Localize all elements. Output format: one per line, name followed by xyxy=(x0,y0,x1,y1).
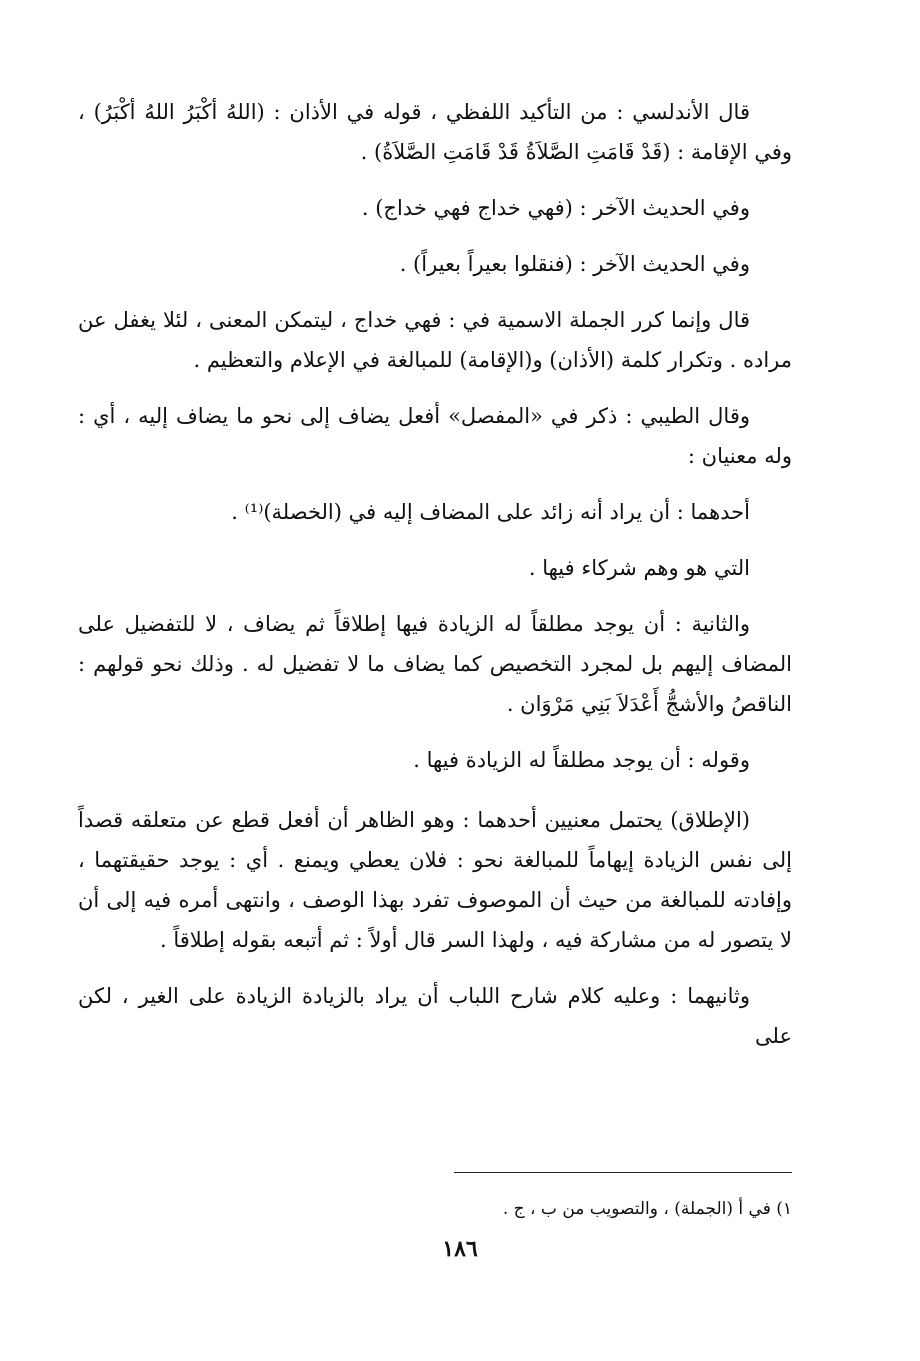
paragraph-hadith-2: وفي الحديث الآخر : (فنقلوا بعيراً بعيراً) . xyxy=(399,252,750,276)
footnote: ١) في أ (الجملة) ، والتصويب من ب ، ج . xyxy=(502,1199,792,1219)
paragraph-second-of-two: وثانيهما : وعليه كلام شارح اللباب أن يراد بالزيادة الزيادة على الغير ، لكن على xyxy=(78,984,792,1048)
footnote-divider xyxy=(454,1172,792,1173)
page-number: ١٨٦ xyxy=(442,1236,478,1262)
main-text-body xyxy=(78,92,792,1072)
paragraph-repetition: قال وإنما كرر الجملة الاسمية في : فهي خداج ، ليتمكن المعنى ، لئلا يغفل عن مراده . وتكرار كلمة (الأذان) و(الإقامة) للمبالغة في الإعلام والتعظيم . xyxy=(78,308,792,372)
paragraph-partners: التي هو وهم شركاء فيها . xyxy=(528,556,750,580)
paragraph-his-saying: وقوله : أن يوجد مطلقاً له الزيادة فيها . xyxy=(413,748,750,772)
paragraph-itlaq: (الإطلاق) يحتمل معنيين أحدهما : وهو الظاهر أن أفعل قطع عن متعلقه قصداً إلى نفس الزيادة إيهاماً للمبالغة نحو : فلان يعطي ويمنع . أي : يوجد حقيقتهما ، وإفادته للمبالغة من حيث أن الموصوف تفرد بهذا الوصف ، وانتهى أمره فيه إلى أن لا يتصور له من مشاركة فيه ، ولهذا السر قال أولاً : ثم أتبعه بقوله إطلاقاً . xyxy=(78,808,792,952)
paragraph-second-meaning: والثانية : أن يوجد مطلقاً له الزيادة فيها إطلاقاً ثم يضاف ، لا للتفضيل على المضاف إليهم بل لمجرد التخصيص كما يضاف ما لا تفضيل له . وذلك نحو قولهم : الناقصُ والأشجُّ أَعْدَلاَ بَنِي مَرْوَان . xyxy=(78,612,792,716)
paragraph-tibi: وقال الطيبي : ذكر في «المفصل» أفعل يضاف إلى نحو ما يضاف إليه ، أي : وله معنيان : xyxy=(78,404,792,468)
paragraph-andalusi: قال الأندلسي : من التأكيد اللفظي ، قوله في الأذان : (اللهُ أكْبَرُ اللهُ أكْبَرُ) ، وفي الإقامة : (قَدْ قَامَتِ الصَّلاَةُ قَدْ قَامَتِ الصَّلاَةُ) . xyxy=(78,100,792,164)
paragraph-first-meaning: أحدهما : أن يراد أنه زائد على المضاف إليه في (الخصلة)⁽¹⁾ . xyxy=(231,500,750,524)
paragraph-hadith-1: وفي الحديث الآخر : (فهي خداج فهي خداج) . xyxy=(361,196,750,220)
